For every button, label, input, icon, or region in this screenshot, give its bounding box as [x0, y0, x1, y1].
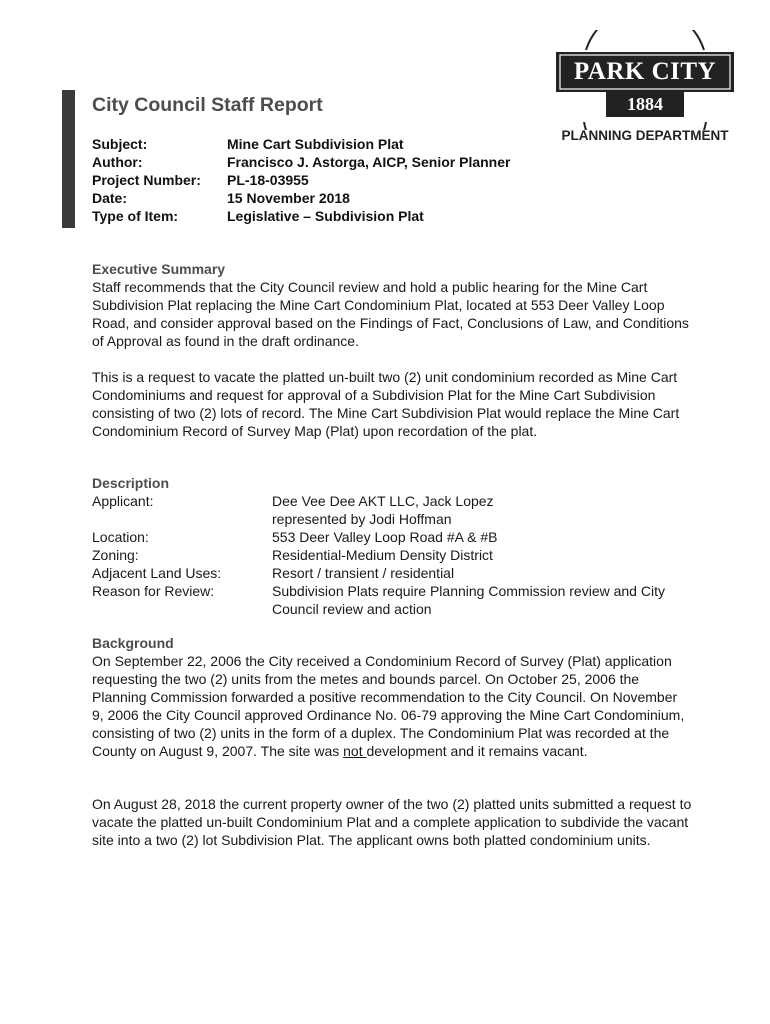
description-table: [92, 492, 692, 618]
description-row-reason-for-review: [92, 582, 692, 618]
background-underlined-word: not: [343, 743, 367, 759]
meta-value: 15 November 2018: [227, 190, 350, 206]
meta-label: Project Number:: [92, 172, 201, 188]
meta-row-type-of-item: [92, 207, 510, 225]
description-label: Reason for Review:: [92, 583, 215, 599]
executive-summary-paragraph: Staff recommends that the City Council review and hold a public hearing for the Mine Cart Subdivision Plat replacing the Mine Cart Condominium Plat, located at 553 Deer Valley Loop Road, and consider approval based on the Findings of Fact, Conclusions of Law, and Conditions of Approval as found in the draft ordinance.: [92, 279, 689, 349]
meta-row-author: [92, 153, 510, 171]
report-metadata: [92, 135, 510, 225]
park-city-logo: [556, 30, 734, 130]
applicant-representative: represented by Jodi Hoffman: [272, 511, 452, 527]
logo-year: 1884: [627, 94, 663, 114]
request-body: [92, 368, 692, 440]
description-label: Adjacent Land Uses:: [92, 565, 222, 581]
description-row-location: [92, 528, 692, 546]
report-title: City Council Staff Report: [92, 94, 323, 116]
applicant-name: Dee Vee Dee AKT LLC, Jack Lopez: [272, 493, 494, 509]
meta-value: PL-18-03955: [227, 172, 309, 188]
background-paragraph: [92, 652, 692, 760]
meta-value: Mine Cart Subdivision Plat: [227, 136, 404, 152]
meta-row-project-number: [92, 171, 510, 189]
meta-label: Subject:: [92, 136, 148, 152]
description-value: Residential-Medium Density District: [272, 547, 493, 563]
description-row-adjacent-land-uses: [92, 564, 692, 582]
description-label: Zoning:: [92, 547, 139, 563]
executive-summary-body: [92, 278, 692, 350]
meta-value: Legislative – Subdivision Plat: [227, 208, 424, 224]
description-value: 553 Deer Valley Loop Road #A & #B: [272, 529, 498, 545]
department-label: PLANNING DEPARTMENT: [561, 128, 729, 143]
logo-name: PARK CITY: [573, 58, 717, 85]
meta-row-date: [92, 189, 510, 207]
description-heading: Description: [92, 475, 170, 491]
background-body: [92, 652, 692, 760]
meta-label: Date:: [92, 190, 128, 206]
description-value: Resort / transient / residential: [272, 565, 455, 581]
background-text-end: development and it remains vacant.: [366, 743, 588, 759]
application-body: [92, 795, 692, 849]
background-text: On September 22, 2006 the City received a Condominium Record of Survey (Plat) application requesting the two (2) units from the metes and bounds parcel. On October 25, 2006 the Planning Commission forwarded a positive recommendation to the City Council. On November 9, 2006 the City Council approved Ordinance No. 06-79 approving the Mine Cart Condominium, consisting of two (2) units in the form of a duplex. The Condominium Plat was recorded at the County on August 9, 2007. The site was: [92, 653, 685, 759]
meta-label: Author:: [92, 154, 143, 170]
request-paragraph: This is a request to vacate the platted un-built two (2) unit condominium recorded as Mine Cart Condominiums and request for approval of a Subdivision Plat for the Mine Cart Subdivision consisting of two (2) lots of record. The Mine Cart Subdivision Plat would replace the Mine Cart Condominium Record of Survey Map (Plat) upon recordation of the plat.: [92, 369, 680, 439]
application-paragraph: On August 28, 2018 the current property owner of the two (2) platted units submitted a request to vacate the platted un-built Condominium Plat and a complete application to subdivide the vacant site into a two (2) lot Subdivision Plat. The applicant owns both platted condominium units.: [92, 796, 692, 848]
background-heading: Background: [92, 635, 174, 651]
description-value: [272, 492, 692, 528]
executive-summary-heading: Executive Summary: [92, 261, 226, 277]
description-row-zoning: [92, 546, 692, 564]
title-accent-bar: [62, 90, 75, 228]
meta-value: Francisco J. Astorga, AICP, Senior Planner: [227, 154, 511, 170]
description-row-applicant: [92, 492, 692, 528]
meta-row-subject: [92, 135, 510, 153]
description-value: Subdivision Plats require Planning Commission review and City Council review and action: [272, 583, 665, 617]
description-label: Applicant:: [92, 493, 154, 509]
description-label: Location:: [92, 529, 149, 545]
meta-label: Type of Item:: [92, 208, 179, 224]
